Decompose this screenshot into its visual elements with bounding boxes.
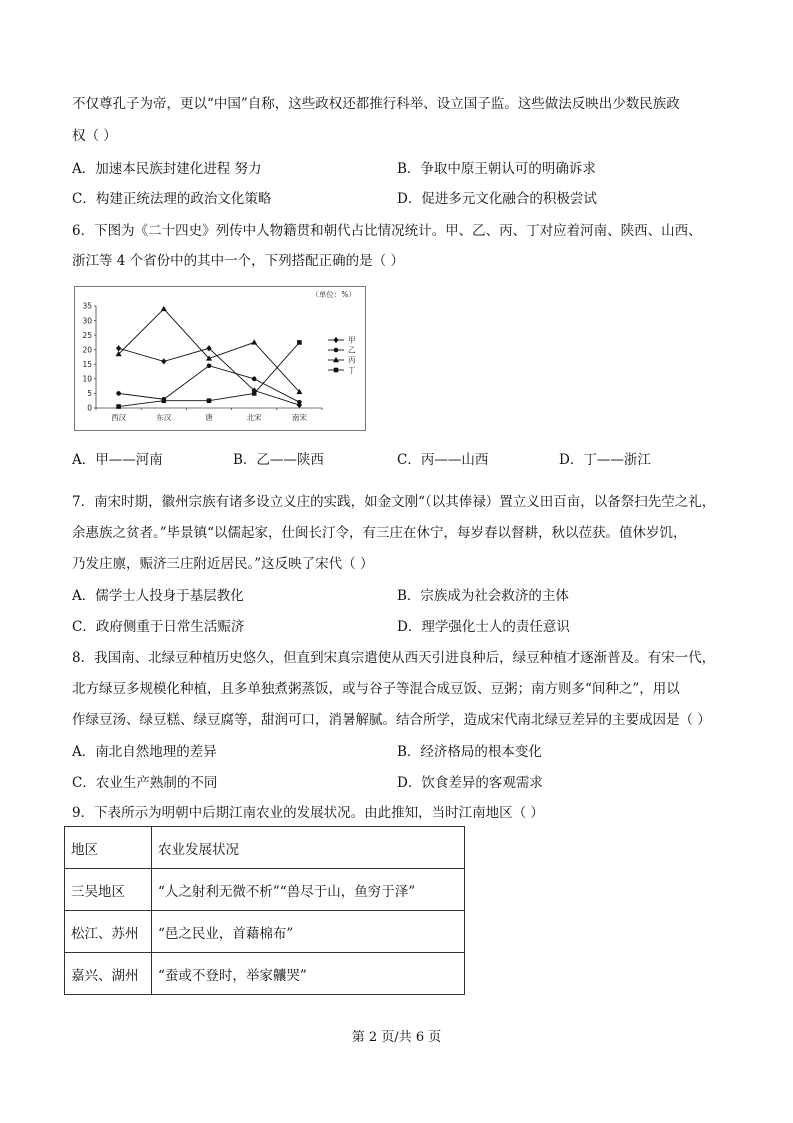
series-point-丁 xyxy=(162,398,167,403)
table-cell-status: “邑之民业，首藉棉布” xyxy=(152,911,465,953)
table-row xyxy=(65,911,465,953)
table-cell-status: “人之射利无微不析”“兽尽于山，鱼穷于泽” xyxy=(152,869,465,911)
q5-option-c[interactable]: C．构建正统法理的政治文化策略 xyxy=(72,191,272,207)
q8-option-d[interactable]: D．饮食差异的客观需求 xyxy=(397,775,543,791)
series-point-乙 xyxy=(116,391,121,396)
q8-option-b[interactable]: B．经济格局的根本变化 xyxy=(397,744,542,760)
x-tick-label: 北宋 xyxy=(246,413,262,422)
q9-stem-line1: 9．下表所示为明朝中后期江南农业的发展状况。由此推知，当时江南地区（ ） xyxy=(72,805,544,821)
series-point-乙 xyxy=(207,363,212,368)
table-cell-region: 嘉兴、湖州 xyxy=(65,953,152,995)
legend-label: 甲 xyxy=(348,335,356,345)
y-tick-label: 10 xyxy=(82,374,92,384)
y-tick-label: 25 xyxy=(82,330,92,340)
x-tick-label: 南宋 xyxy=(291,413,307,422)
q7-option-d[interactable]: D．理学强化士人的责任意识 xyxy=(397,619,570,635)
q5-option-b[interactable]: B．争取中原王朝认可的明确诉求 xyxy=(397,161,596,177)
q7-option-c[interactable]: C．政府侧重于日常生活赈济 xyxy=(72,619,245,635)
q6-stem-line1: 6．下图为《二十四史》列传中人物籍贯和朝代占比情况统计。甲、乙、丙、丁对应着河南、陕西、山西、 xyxy=(72,223,702,239)
series-point-丁 xyxy=(297,340,302,345)
legend-label: 丁 xyxy=(348,365,356,375)
x-tick-label: 唐 xyxy=(205,413,213,422)
q5-stem-line1: 不仅尊孔子为帝，更以“中国”自称，这些政权还都推行科举、设立国子监。这些做法反映出少数民族政 xyxy=(72,96,680,112)
x-tick-label: 西汉 xyxy=(111,413,127,422)
q8-stem-line3: 作绿豆汤、绿豆糕、绿豆腐等，甜润可口，消暑解腻。结合所学，造成宋代南北绿豆差异的主要成因是（ ） xyxy=(72,712,711,728)
series-point-乙 xyxy=(252,377,257,382)
q9-table xyxy=(64,826,465,995)
q6-line-chart xyxy=(74,286,366,431)
table-cell-region: 三吴地区 xyxy=(65,869,152,911)
q7-stem-line1: 7．南宋时期，徽州宗族有诸多设立义庄的实践，如金文刚“（以其俸禄）置立义田百亩，以备祭扫先茔之礼， xyxy=(72,494,716,510)
y-tick-label: 20 xyxy=(82,345,92,355)
q7-option-b[interactable]: B．宗族成为社会救济的主体 xyxy=(397,588,569,604)
series-point-乙 xyxy=(297,400,302,405)
y-tick-label: 35 xyxy=(82,301,92,311)
chart-unit-label: （单位：%） xyxy=(311,290,356,299)
q7-stem-line2: 余惠族之贫者。”毕景镇“以儒起家，仕闽长汀令，有三庄在休宁，每岁春以督耕，秋以莅获。值休岁饥， xyxy=(72,525,687,541)
legend-marker xyxy=(334,368,339,373)
q8-stem-line2: 北方绿豆多规模化种植，且多单独煮粥蒸饭，或与谷子等混合成豆饭、豆粥；南方则多“间种之”，用以 xyxy=(72,681,680,697)
y-tick-label: 5 xyxy=(87,389,92,399)
q8-option-a[interactable]: A．南北自然地理的差异 xyxy=(72,744,217,760)
table-header-region: 地区 xyxy=(65,827,152,869)
series-point-丁 xyxy=(116,404,121,409)
q6-stem-line2: 浙江等 4 个省份中的其中一个，下列搭配正确的是（ ） xyxy=(72,253,404,269)
legend-label: 丙 xyxy=(348,355,356,365)
page-footer: 第 2 页/共 6 页 xyxy=(351,1030,442,1045)
series-point-丁 xyxy=(207,398,212,403)
q6-option-b[interactable]: B．乙——陕西 xyxy=(233,452,324,468)
q7-option-a[interactable]: A．儒学士人投身于基层教化 xyxy=(72,588,244,604)
table-cell-region: 松江、苏州 xyxy=(65,911,152,953)
table-header-row xyxy=(65,827,465,869)
y-tick-label: 0 xyxy=(87,403,92,413)
q6-option-a[interactable]: A．甲——河南 xyxy=(72,452,163,468)
q7-stem-line3: 乃发庄廪，赈济三庄附近居民。”这反映了宋代（ ） xyxy=(72,556,374,572)
table-header-status: 农业发展状况 xyxy=(152,827,465,869)
q6-option-d[interactable]: D．丁——浙江 xyxy=(559,452,651,468)
q8-option-c[interactable]: C．农业生产熟制的不同 xyxy=(72,775,218,791)
series-point-丁 xyxy=(252,391,257,396)
y-tick-label: 30 xyxy=(82,316,92,326)
y-tick-label: 15 xyxy=(82,359,92,369)
q6-option-c[interactable]: C．丙——山西 xyxy=(397,452,489,468)
q5-stem-line2: 权（ ） xyxy=(72,128,117,144)
q5-option-a[interactable]: A．加速本民族封建化进程 努力 xyxy=(72,161,262,177)
table-row xyxy=(65,953,465,995)
q8-stem-line1: 8．我国南、北绿豆种植历史悠久，但直到宋真宗遣使从西天引进良种后，绿豆种植才逐渐普及。有宋一代， xyxy=(72,650,716,666)
table-row xyxy=(65,869,465,911)
x-tick-label: 东汉 xyxy=(156,413,172,422)
legend-marker xyxy=(334,348,339,353)
q5-option-d[interactable]: D．促进多元文化融合的积极尝试 xyxy=(397,191,597,207)
table-cell-status: “蚕或不登时，举家齉哭” xyxy=(152,953,465,995)
legend-label: 乙 xyxy=(348,345,356,355)
